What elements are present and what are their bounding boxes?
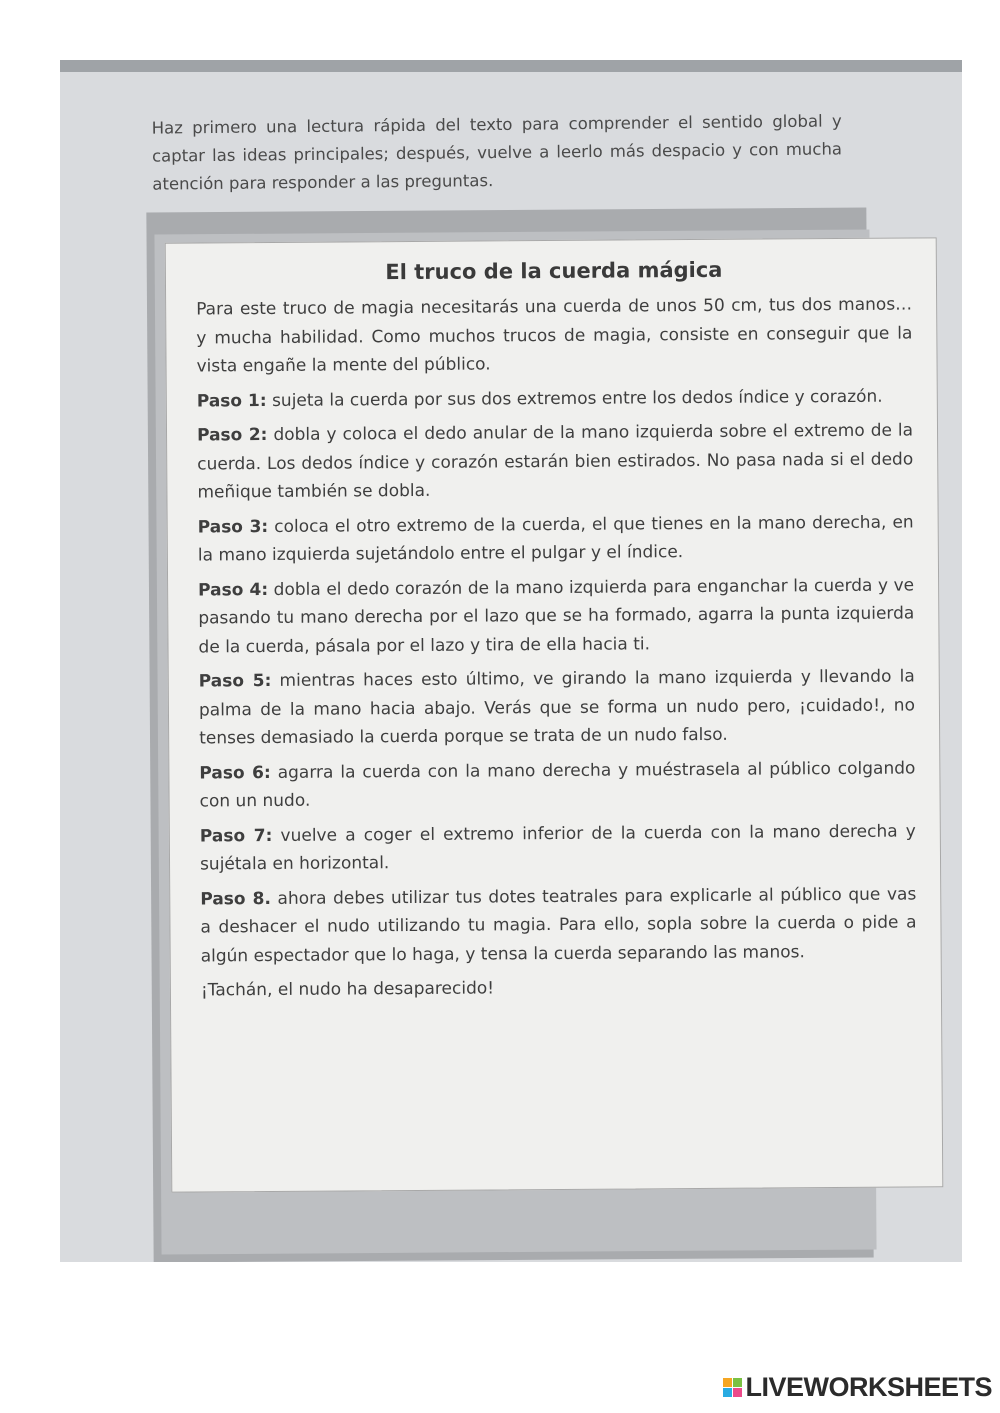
step-label: Paso 4:	[198, 579, 269, 600]
step-text: mientras haces esto último, ve girando la mano izquierda y llevando la palma de la mano hacia abajo. Verás que se forma un nudo pero, ¡cuidado!, no tenses demasiado la cuerda porque se trata de un nudo falso.	[198, 666, 916, 749]
step-label: Paso 5:	[198, 670, 272, 692]
step-text: sujeta la cuerda por sus dos extremos entre los dedos índice y corazón.	[271, 386, 883, 411]
worksheet-photo	[60, 60, 962, 1262]
logo-square	[723, 1388, 732, 1397]
step-3	[198, 508, 914, 570]
logo-square	[723, 1378, 732, 1387]
instructions-text: Haz primero una lectura rápida del texto para comprender el sentido global y captar las ideas principales; después, vuelve a leerlo más despacio y con mucha atención para responder a las preguntas.	[151, 110, 843, 194]
step-text: ahora debes utilizar tus dotes teatrales para explicarle al público que vas a deshacer el nudo utilizando tu magia. Para ello, sopla sobre la cuerda o pide a algún espectador que lo haga, y tensa la cuerda separando las manos.	[200, 883, 917, 966]
reading-title: El truco de la cuerda mágica	[385, 257, 723, 285]
step-text: dobla y coloca el dedo anular de la mano izquierda sobre el extremo de la cuerda. Los dedos índice y corazón estarán bien estirados. No pasa nada si el dedo meñique también se dobla.	[197, 420, 914, 503]
step-5	[199, 662, 916, 752]
step-label: Paso 3:	[197, 516, 269, 537]
step-1	[197, 382, 913, 415]
step-text: coloca el otro extremo de la cuerda, el que tienes en la mano derecha, en la mano izquierda sujetándolo entre el pulgar y el índice.	[197, 511, 914, 566]
step-label: Paso 7:	[199, 825, 273, 846]
step-2	[197, 416, 914, 506]
logo-square	[733, 1388, 742, 1397]
step-label: Paso 2:	[196, 424, 268, 446]
step-4	[198, 571, 915, 661]
step-7	[200, 817, 916, 879]
reading-intro: Para este truco de magia necesitarás una cuerda de unos 50 cm, tus dos manos… y mucha habilidad. Como muchos trucos de magia, consiste en conseguir que la vista engañe la mente del público.	[196, 294, 913, 377]
step-text: dobla el dedo corazón de la mano izquierda para enganchar la cuerda y ve pasando tu mano derecha por el lazo que se ha formado, agarra la punta izquierda de la cuerda, pásala por el lazo y tira de ella hacia ti.	[198, 574, 915, 657]
reading-closing: ¡Tachán, el nudo ha desaparecido!	[200, 978, 495, 1001]
logo-text: LIVEWORKSHEETS	[745, 1372, 992, 1402]
step-label: Paso 6:	[199, 762, 271, 783]
logo-grid-icon	[723, 1378, 742, 1397]
liveworksheets-logo	[723, 1372, 992, 1403]
step-6	[199, 754, 915, 816]
step-text: vuelve a coger el extremo inferior de la cuerda con la mano derecha y sujétala en horizontal.	[199, 820, 916, 875]
reading-card	[165, 237, 944, 1192]
step-text: agarra la cuerda con la mano derecha y muéstrasela al público colgando con un nudo.	[199, 757, 916, 812]
step-label: Paso 8.	[200, 888, 272, 909]
page-top-edge	[60, 60, 962, 72]
step-8	[200, 880, 917, 970]
step-label: Paso 1:	[196, 390, 267, 411]
logo-square	[733, 1378, 742, 1387]
